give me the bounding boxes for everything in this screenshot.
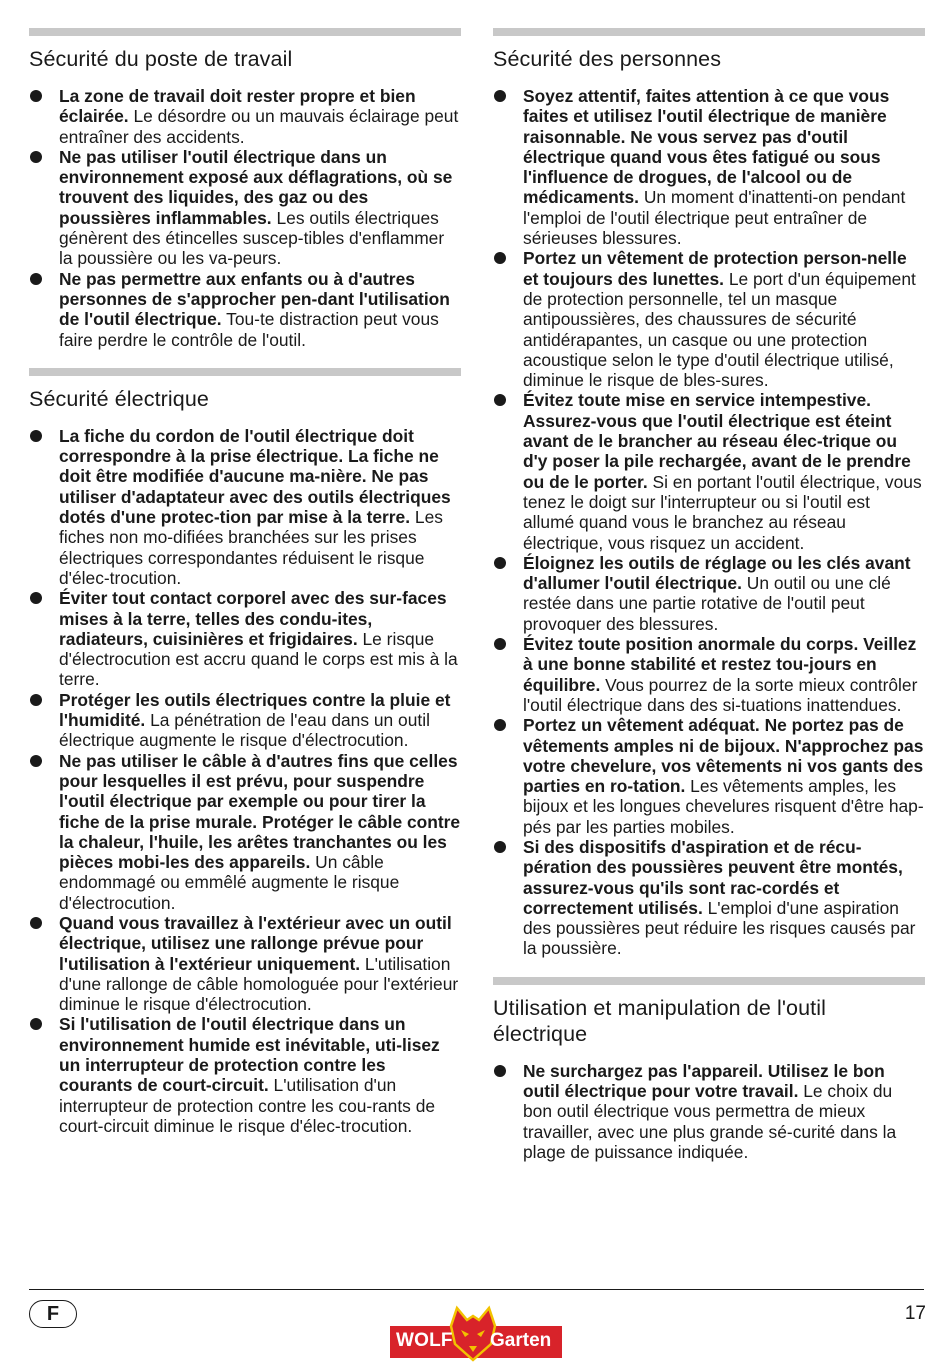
- bold-text: La zone de travail doit rester propre et bien éclairée.: [59, 86, 416, 127]
- list-item: [493, 86, 925, 248]
- body-text: La pénétration de l'eau dans un outil électrique augmente le risque d'électrocution.: [59, 710, 430, 751]
- body-text: Un câble endommagé ou emmêlé augmente le risque d'électrocution.: [59, 852, 400, 913]
- bullet-icon: [494, 90, 506, 102]
- section-title: Sécurité électrique: [29, 386, 209, 411]
- body-text: Tou-te distraction peut vous faire perdre le contrôle de l'outil.: [59, 309, 439, 350]
- list-item: [493, 553, 925, 634]
- bullet-icon: [30, 592, 42, 604]
- bullet-icon: [30, 1018, 42, 1030]
- section-workplace-safety: [29, 28, 461, 350]
- list-item: [493, 390, 925, 552]
- right-column: [493, 28, 925, 1180]
- list-item: [493, 837, 925, 959]
- brand-logo: [390, 1304, 562, 1362]
- list-item: [29, 147, 461, 269]
- logo-text-wolf: WOLF: [396, 1330, 453, 1351]
- bullet-icon: [30, 90, 42, 102]
- bullet-icon: [494, 1065, 506, 1077]
- list-item: [493, 715, 925, 837]
- list-item: [29, 913, 461, 1014]
- bold-text: Ne pas utiliser le câble à d'autres fins que celles pour lesquelles il est prévu, pour suspendre l'outil électrique par exemple ou pour tirer la fiche de la prise murale. Protéger le câble contre la chaleur, l'huile, les arêtes tranchantes ou les pièces mobi-les des appareils.: [59, 750, 461, 873]
- body-text: L'emploi d'une aspiration des poussières peut réduire les risques causés par la poussière.: [523, 897, 916, 959]
- body-text: Un outil ou une clé restée dans une partie rotative de l'outil peut provoquer des blessures.: [523, 573, 891, 634]
- list-item: [29, 269, 461, 350]
- section-title: Sécurité des personnes: [493, 47, 722, 71]
- list-item: [29, 588, 461, 689]
- bullet-icon: [30, 151, 42, 163]
- bold-text: Quand vous travaillez à l'extérieur avec un outil électrique, utilisez une rallonge prévue pour l'utilisation à l'extérieur uniquement.: [59, 912, 452, 974]
- bold-text: Évitez toute position anormale du corps. Veillez à une bonne stabilité et restez tou-jours en équilibre.: [523, 634, 917, 695]
- logo-text-garten: Garten: [490, 1330, 552, 1351]
- section-tool-use: [493, 977, 925, 1162]
- bold-text: Portez un vêtement adéquat. Ne portez pas de vêtements amples ni de bijoux. N'approchez pas votre chevelure, vos vêtements ni vos gants des parties en ro-tation.: [523, 715, 924, 797]
- list-item: [29, 1014, 461, 1136]
- body-text: Les outils électriques génèrent des étincelles suscep-tibles d'enflammer la poussière ou les va-peurs.: [59, 207, 445, 269]
- bold-text: Ne pas utiliser l'outil électrique dans un environnement exposé aux déflagrations, où se trouvent des liquides, des gaz ou des poussières inflammables.: [59, 146, 453, 228]
- body-text: Les vêtements amples, les bijoux et les longues chevelures risquent d'être hap-pés par les parties mobiles.: [523, 776, 924, 837]
- left-column: [29, 28, 461, 1154]
- bold-text: Ne surchargez pas l'appareil. Utilisez le bon outil électrique pour votre travail.: [523, 1060, 885, 1102]
- body-text: L'utilisation d'un interrupteur de protection contre les cou-rants de court-circuit diminue le risque d'élec-trocution.: [59, 1075, 436, 1136]
- body-text: Si en portant l'outil électrique, vous tenez le doigt sur l'interrupteur ou si l'outil est allumé quand vous le branchez au réseau électrique, vous risquez un accident.: [523, 471, 922, 553]
- bullet-icon: [494, 557, 506, 569]
- footer-rule: [29, 1289, 924, 1290]
- list-item: [29, 751, 461, 913]
- bullet-icon: [30, 430, 42, 442]
- list-item: [493, 634, 925, 715]
- body-text: Vous pourrez de la sorte mieux contrôler l'outil électrique dans des si-tuations inattendues.: [523, 674, 918, 715]
- bold-text: Évitez toute mise en service intempestive. Assurez-vous que l'outil électrique est éteint avant de le brancher au réseau élec-trique ou d'y poser la pile rechargée, avant de le prendre ou de le porter.: [523, 390, 911, 492]
- body-text: Le risque d'électrocution est accru quand le corps est mis à la terre.: [59, 628, 458, 690]
- section-divider: [493, 28, 925, 36]
- section-divider: [493, 977, 925, 985]
- bold-text: Si l'utilisation de l'outil électrique dans un environnement humide est inévitable, uti-lisez un interrupteur de protection contre les courants de court-circuit.: [59, 1014, 440, 1096]
- body-text: Les fiches non mo-difiées branchées sur les prises électriques correspondantes réduisent le risque d'élec-trocution.: [59, 507, 443, 588]
- bullet-list: [29, 86, 461, 350]
- list-item: [29, 426, 461, 588]
- bullet-list: [493, 1061, 925, 1162]
- bold-text: Soyez attentif, faites attention à ce que vous faites et utilisez l'outil électrique de manière raisonnable. Ne vous servez pas d'outil électrique quand vous êtes fatigué ou sous l'influence de drogues, de l'alcool ou de médicaments.: [523, 86, 890, 208]
- list-item: [29, 690, 461, 751]
- bullet-icon: [494, 719, 506, 731]
- list-item: [29, 86, 461, 147]
- section-personal-safety: [493, 28, 925, 959]
- bold-text: Éviter tout contact corporel avec des sur-faces mises à la terre, telles des condu-ites, radiateurs, cuisinières et frigidaires.: [59, 588, 447, 649]
- bullet-icon: [494, 252, 506, 264]
- bullet-icon: [30, 755, 42, 767]
- body-text: Le choix du bon outil électrique vous permettra de mieux travailler, avec une plus grande sé-curité dans la plage de puissance indiquée.: [523, 1081, 897, 1162]
- body-text: Le port d'un équipement de protection personnelle, tel un masque antipoussières, des chaussures de sécurité antidérapantes, un casque ou une protection acoustique selon le type d'outil électrique utilisé, diminue le risque de bles-sures.: [523, 268, 916, 391]
- bold-text: La fiche du cordon de l'outil électrique doit correspondre à la prise électrique. La fiche ne doit être modifiée d'aucune ma-nière. Ne pas utiliser d'adaptateur avec des outils électriques dotés d'une protec-tion par mise à la terre.: [59, 425, 451, 528]
- bullet-icon: [30, 694, 42, 706]
- bullet-icon: [494, 841, 506, 853]
- bullet-icon: [30, 273, 42, 285]
- language-badge: F: [29, 1300, 77, 1328]
- section-title: Sécurité du poste de travail: [29, 47, 293, 71]
- bold-text: Ne pas permettre aux enfants ou à d'autres personnes de s'approcher pen-dant l'utilisation de l'outil électrique.: [59, 268, 450, 330]
- bold-text: Protéger les outils électriques contre la pluie et l'humidité.: [59, 689, 451, 731]
- bold-text: Si des dispositifs d'aspiration et de récu-pération des poussières peuvent être montés, assurez-vous qu'ils sont rac-cordés et correctement utilisés.: [523, 836, 903, 918]
- body-text: Le désordre ou un mauvais éclairage peut entraîner des accidents.: [59, 106, 459, 147]
- bullet-list: [29, 426, 461, 1136]
- section-divider: [29, 368, 461, 376]
- list-item: [493, 248, 925, 390]
- bold-text: Éloignez les outils de réglage ou les clés avant d'allumer l'outil électrique.: [523, 552, 911, 594]
- body-text: Un moment d'inattenti-on pendant l'emploi de l'outil électrique peut entraîner de sérieuses blessures.: [523, 187, 906, 249]
- bullet-list: [493, 86, 925, 959]
- body-text: L'utilisation d'une rallonge de câble homologuée pour l'extérieur diminue le risque d'électrocution.: [59, 953, 459, 1015]
- section-divider: [29, 28, 461, 36]
- section-electrical-safety: [29, 368, 461, 1136]
- section-title: Utilisation et manipulation de l'outil électrique: [493, 995, 826, 1046]
- list-item: [493, 1061, 925, 1162]
- bold-text: Portez un vêtement de protection person-nelle et toujours des lunettes.: [523, 248, 907, 289]
- page-number: 17: [904, 1303, 926, 1324]
- bullet-icon: [30, 917, 42, 929]
- bullet-icon: [494, 638, 506, 650]
- bullet-icon: [494, 394, 506, 406]
